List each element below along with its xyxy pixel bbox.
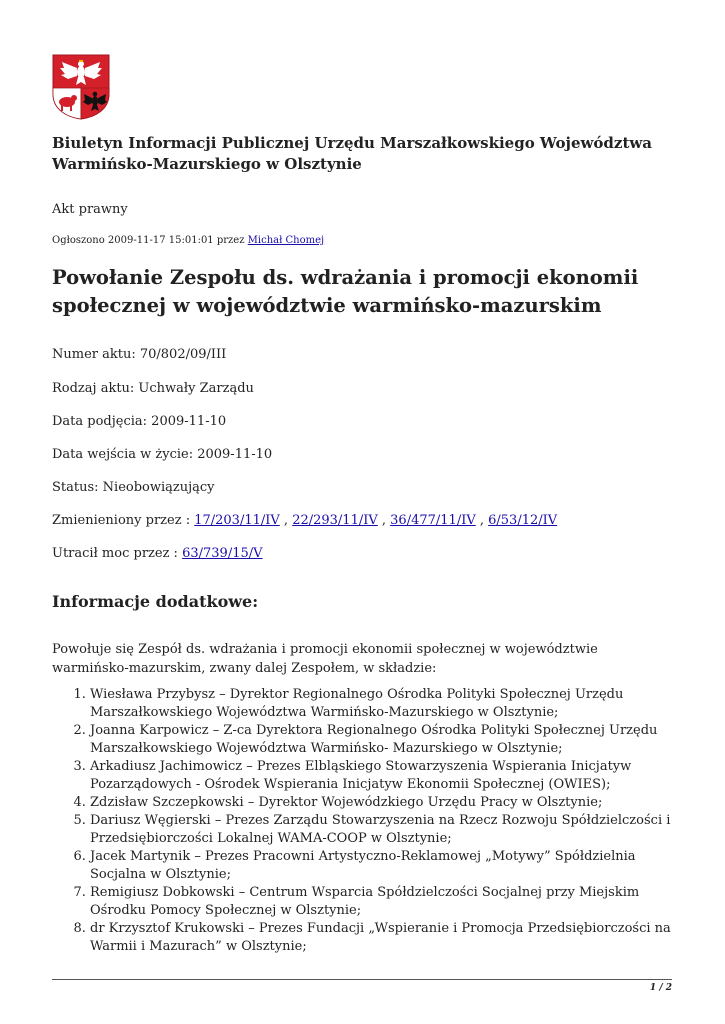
amended-link-2[interactable]: 22/293/11/IV <box>292 513 378 528</box>
additional-info-heading: Informacje dodatkowe: <box>52 592 259 611</box>
list-item: 6. Jacek Martynik – Prezes Pracowni Artystyczno-Reklamowej „Motywy” Spółdzielnia Socjalna w Olsztynie; <box>90 848 672 884</box>
repealed-by <box>52 545 263 563</box>
document-type: Akt prawny <box>52 202 128 217</box>
act-status: Status: Nieobowiązujący <box>52 480 215 495</box>
amended-link-3[interactable]: 36/477/11/IV <box>390 513 476 528</box>
org-title: Biuletyn Informacji Publicznej Urzędu Marszałkowskiego Województwa Warmińsko-Mazurskiego w Olsztynie <box>52 134 652 173</box>
separator: , <box>377 513 391 528</box>
adoption-date: Data podjęcia: 2009-11-10 <box>52 414 227 429</box>
page-number: 1 / 2 <box>649 983 672 993</box>
list-item: 4. Zdzisław Szczepkowski – Dyrektor Wojewódzkiego Urzędu Pracy w Olsztynie; <box>90 794 672 812</box>
posted-prefix: Ogłoszono 2009-11-17 15:01:01 przez <box>52 235 248 246</box>
amended-link-1[interactable]: 17/203/11/IV <box>194 513 280 528</box>
document-title: Powołanie Zespołu ds. wdrażania i promocji ekonomii społecznej w województwie warmińsko-mazurskim <box>52 266 639 317</box>
list-item: 7. Remigiusz Dobkowski – Centrum Wsparcia Spółdzielczości Socjalnej przy Miejskim Ośrodku Pomocy Społecznej w Olsztynie; <box>90 884 672 920</box>
act-number: Numer aktu: 70/802/09/III <box>52 347 227 362</box>
separator: , <box>475 513 489 528</box>
author-link[interactable]: Michał Chomej <box>247 235 325 246</box>
list-item: 1. Wiesława Przybysz – Dyrektor Regionalnego Ośrodka Polityki Społecznej Urzędu Marszałkowskiego Województwa Warmińsko-Mazurskiego w Olsztynie; <box>90 686 672 722</box>
separator: , <box>279 513 293 528</box>
list-item: 5. Dariusz Węgierski – Prezes Zarządu Stowarzyszenia na Rzecz Rozwoju Spółdzielczości i Przedsiębiorczości Lokalnej WAMA-COOP w Olsztynie; <box>90 812 672 848</box>
act-kind: Rodzaj aktu: Uchwały Zarządu <box>52 381 254 396</box>
coat-of-arms-icon <box>52 54 110 120</box>
repealed-label: Utracił moc przez : <box>52 546 183 561</box>
list-item: 3. Arkadiusz Jachimowicz – Prezes Elbląskiego Stowarzyszenia Wspierania Inicjatyw Pozarządowych - Ośrodek Wspierania Inicjatyw Ekonomii Społecznej (OWIES); <box>90 758 672 794</box>
footer-divider <box>52 979 672 980</box>
amended-link-4[interactable]: 6/53/12/IV <box>488 513 558 528</box>
repealed-link[interactable]: 63/739/15/V <box>182 546 263 561</box>
list-item: 2. Joanna Karpowicz – Z-ca Dyrektora Regionalnego Ośrodka Polityki Społecznej Urzędu Marszałkowskiego Województwa Warmińsko- Mazurskiego w Olsztynie; <box>90 722 672 758</box>
intro-paragraph: Powołuje się Zespół ds. wdrażania i promocji ekonomii społecznej w województwie warmińsko-mazurskim, zwany dalej Zespołem, w składzie: <box>52 642 598 676</box>
amended-by <box>52 512 557 530</box>
effective-date: Data wejścia w życie: 2009-11-10 <box>52 447 273 462</box>
posted-info <box>52 235 324 246</box>
members-list <box>52 686 672 956</box>
amended-label: Zmienieniony przez : <box>52 513 195 528</box>
list-item: 8. dr Krzysztof Krukowski – Prezes Fundacji „Wspieranie i Promocja Przedsiębiorczości na Warmii i Mazurach” w Olsztynie; <box>90 920 672 956</box>
